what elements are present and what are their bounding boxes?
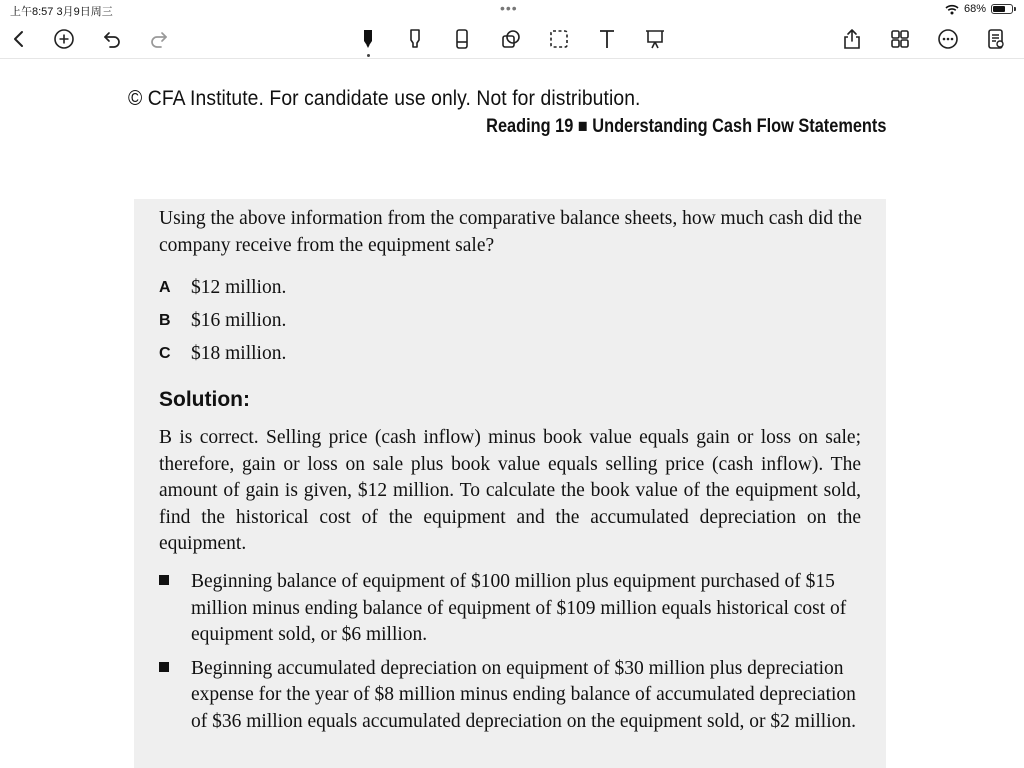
battery-level	[993, 6, 1005, 12]
grid-icon[interactable]	[885, 24, 915, 54]
wifi-icon	[945, 4, 959, 15]
more-icon[interactable]	[933, 24, 963, 54]
text-icon[interactable]	[592, 24, 622, 54]
bullet-text: Beginning accumulated depreciation on equipment of $30 million plus depreciation expense for the year of $8 million minus ending balance of accumulated depreciation of $36 million equals accumulated depreciation on the equipment sold, or $2 million.	[191, 657, 857, 732]
status-time: 上午8:57 3月9日周三	[10, 6, 113, 18]
undo-icon[interactable]	[97, 24, 127, 54]
redo-icon[interactable]	[144, 24, 174, 54]
lasso-icon[interactable]	[544, 24, 574, 54]
battery-icon	[991, 4, 1013, 14]
highlighter-icon[interactable]	[400, 24, 430, 54]
option-letter: C	[159, 345, 171, 363]
solution-bullets	[159, 569, 861, 742]
option-a	[159, 272, 286, 305]
solution-text: B is correct. Selling price (cash inflow) minus book value equals gain or loss on sale; therefore, gain or loss on sale plus book value equals selling price (cash inflow). The amount of gain is given, $12 million. To calculate the book value of the equipment sold, find the historical cost of the equipment and the accumulated depreciation on the equipment.	[159, 427, 861, 554]
add-circle-icon[interactable]	[49, 24, 79, 54]
option-letter: A	[159, 279, 171, 297]
option-text: $16 million.	[191, 310, 287, 332]
copyright-notice: © CFA Institute. For candidate use only. Not for distribution.	[128, 87, 641, 110]
back-chevron-icon[interactable]	[4, 24, 34, 54]
option-text: $12 million.	[191, 277, 287, 299]
eraser-icon[interactable]	[447, 24, 477, 54]
bullet-text: Beginning balance of equipment of $100 million plus equipment purchased of $15 million minus ending balance of equipment of $109 million equals historical cost of equipment sold, or $6 million.	[191, 571, 847, 645]
option-b	[159, 305, 286, 338]
reading-title: Reading 19 ■ Understanding Cash Flow Statements	[485, 116, 886, 137]
notes-icon[interactable]	[981, 24, 1011, 54]
share-icon[interactable]	[837, 24, 867, 54]
shapes-icon[interactable]	[496, 24, 526, 54]
pen-icon[interactable]	[353, 24, 383, 54]
list-item	[159, 656, 861, 736]
solution-title: Solution:	[159, 388, 250, 411]
example-box	[134, 199, 886, 768]
battery-percent: 68%	[963, 3, 986, 15]
status-bar	[0, 0, 1024, 20]
option-c	[159, 338, 286, 371]
multitasking-dots[interactable]: •••	[500, 0, 518, 16]
bullet-square-icon	[159, 569, 191, 649]
answer-options	[159, 272, 286, 371]
option-letter: B	[159, 312, 171, 330]
selected-tool-indicator	[367, 54, 370, 57]
page-header	[128, 87, 685, 111]
laser-pointer-icon[interactable]	[640, 24, 670, 54]
option-text: $18 million.	[191, 343, 287, 365]
toolbar	[0, 20, 1024, 59]
list-item	[159, 569, 861, 649]
status-right	[945, 3, 1016, 15]
question-text: Using the above information from the comparative balance sheets, how much cash did the company receive from the equipment sale?	[159, 208, 862, 256]
bullet-square-icon	[159, 656, 191, 736]
battery-tip	[1014, 7, 1016, 11]
